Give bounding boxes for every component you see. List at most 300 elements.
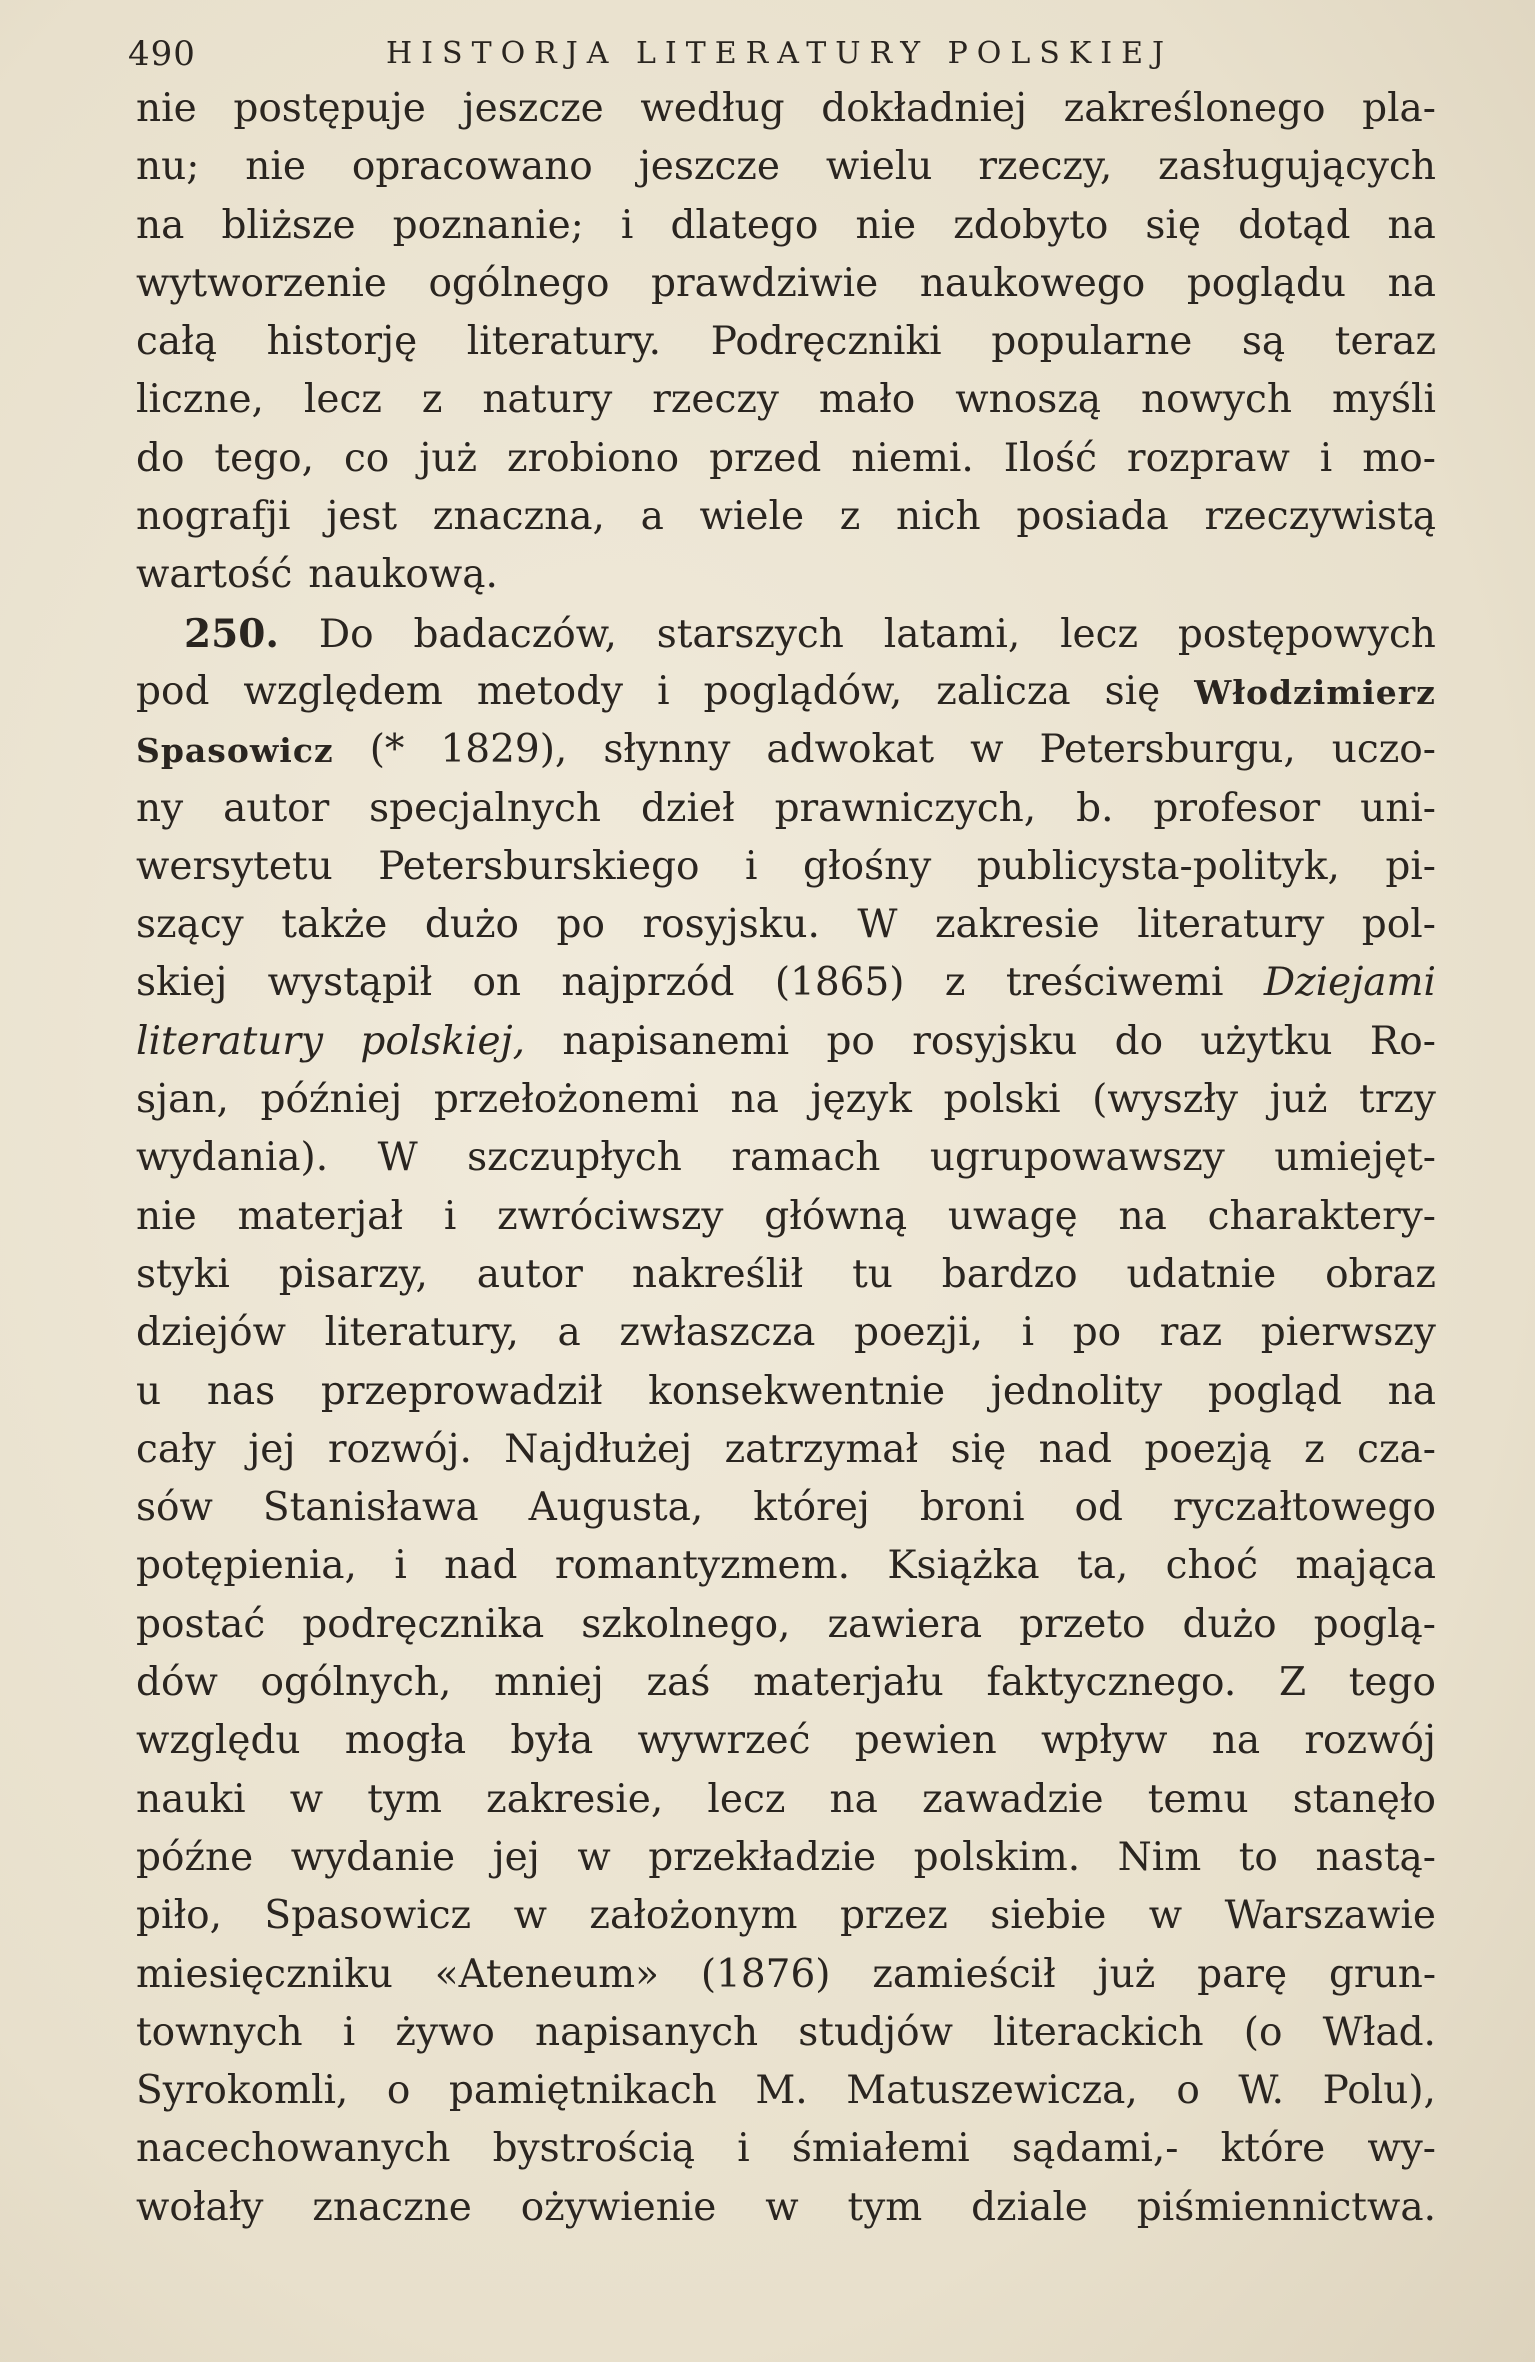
- word: autor: [476, 1251, 583, 1297]
- word: której: [753, 1485, 870, 1531]
- word: i: [342, 2009, 356, 2055]
- word: skiej: [136, 960, 228, 1006]
- word: ugrupowawszy: [929, 1135, 1225, 1181]
- text-line: [136, 1543, 1436, 1601]
- word: studjów: [798, 2009, 954, 2055]
- word: polski: [943, 1077, 1061, 1123]
- word: śmiałemi: [791, 2126, 970, 2172]
- word: się: [1104, 668, 1161, 714]
- word: cza-: [1357, 1426, 1436, 1472]
- word: zawadzie: [922, 1776, 1104, 1822]
- word: od: [1074, 1485, 1123, 1531]
- word: zrobiono: [506, 435, 680, 481]
- word: pisarzy,: [278, 1251, 428, 1297]
- word: konsekwentnie: [648, 1368, 946, 1414]
- word: Petersburgu,: [1039, 727, 1296, 773]
- word: pla-: [1362, 86, 1436, 131]
- word: co: [343, 435, 390, 481]
- word: nich: [896, 494, 981, 540]
- word: posiada: [1016, 494, 1169, 540]
- word: liczne,: [136, 377, 264, 423]
- text-line: [136, 1194, 1436, 1252]
- body-text: [136, 86, 1436, 2243]
- word: mniej: [494, 1660, 604, 1706]
- text-line: [136, 1077, 1436, 1135]
- word: i: [737, 2126, 750, 2172]
- word: przekładzie: [648, 1834, 877, 1880]
- word: Z: [1278, 1660, 1307, 1706]
- word: myśli: [1332, 377, 1436, 423]
- word: (o: [1243, 2009, 1283, 2055]
- text-line: [136, 1660, 1436, 1718]
- word: zwłaszcza: [619, 1310, 816, 1356]
- text-line: [136, 902, 1436, 960]
- word: już: [1269, 1077, 1328, 1123]
- text-line: [136, 2126, 1436, 2184]
- word: natury: [482, 377, 613, 423]
- word: ramach: [731, 1135, 881, 1181]
- word: prawniczych,: [774, 785, 1037, 831]
- word: o: [386, 2068, 411, 2114]
- word: literatury: [1137, 902, 1325, 948]
- text-line: [136, 1310, 1436, 1368]
- word: wydania).: [136, 1135, 329, 1181]
- word: raz: [1159, 1310, 1223, 1356]
- word: dów: [136, 1660, 218, 1706]
- word: sjan,: [136, 1077, 229, 1123]
- word: tego: [1348, 1660, 1436, 1706]
- word: nie: [136, 86, 197, 131]
- word: i: [1319, 435, 1333, 481]
- word: polskiej,: [360, 1018, 526, 1064]
- text-line: [136, 2185, 1436, 2243]
- word: Petersburskiego: [378, 843, 700, 889]
- word: późne: [136, 1834, 254, 1880]
- word: względu: [136, 1718, 301, 1764]
- text-line: [136, 319, 1436, 377]
- word: wytworzenie: [136, 260, 387, 306]
- word: dziale: [971, 2184, 1088, 2230]
- word: język: [810, 1077, 912, 1123]
- word: napisanemi: [562, 1018, 790, 1064]
- word: bardzo: [941, 1251, 1078, 1297]
- word: sądami,-: [1011, 2126, 1179, 2172]
- word: pol-: [1361, 902, 1436, 948]
- word: postępowych: [1177, 611, 1436, 657]
- word: a: [640, 494, 664, 540]
- word: założonym: [589, 1893, 798, 1939]
- word: literackich: [993, 2009, 1204, 2055]
- word: szkolnego,: [581, 1601, 791, 1647]
- word: w: [1148, 1893, 1183, 1939]
- word: przełożonemi: [433, 1077, 699, 1123]
- word: parę: [1197, 1951, 1288, 1997]
- word: względem: [243, 668, 443, 714]
- word: uczo-: [1331, 727, 1436, 773]
- word: treściwemi: [1005, 960, 1224, 1006]
- word: lecz: [303, 377, 382, 423]
- text-line: [136, 436, 1436, 494]
- word: opracowano: [351, 144, 593, 190]
- text-line: [136, 786, 1436, 844]
- word: uni-: [1360, 785, 1436, 831]
- text-line: [136, 1427, 1436, 1485]
- word: popularne: [991, 319, 1193, 365]
- word: pod: [136, 668, 210, 714]
- word: lecz: [707, 1776, 786, 1822]
- word: w: [513, 1893, 547, 1939]
- word: piśmiennictwa.: [1136, 2184, 1436, 2230]
- word: zwróciwszy: [497, 1193, 724, 1239]
- word: później: [260, 1077, 403, 1123]
- word: sów: [136, 1485, 213, 1531]
- text-line: [136, 960, 1436, 1018]
- word: wersytetu: [136, 843, 333, 889]
- word: z: [944, 960, 966, 1006]
- word: Polu),: [1322, 2068, 1436, 2114]
- word: ta,: [1077, 1543, 1129, 1589]
- word: przeprowadził: [320, 1368, 603, 1414]
- word: nacechowanych: [136, 2126, 451, 2172]
- word: Matuszewicza,: [846, 2068, 1138, 2114]
- word: które: [1220, 2126, 1326, 2172]
- word: bystrością: [492, 2126, 696, 2172]
- word: wielu: [825, 144, 933, 190]
- text-line: [136, 203, 1436, 261]
- word: miesięczniku: [136, 1951, 393, 1997]
- word: zdobyto: [953, 202, 1109, 248]
- word: stanęło: [1292, 1776, 1436, 1822]
- word: i: [1021, 1310, 1035, 1356]
- word: Włodzimierz: [1194, 672, 1436, 712]
- word: poezji,: [853, 1310, 984, 1356]
- word: tym: [847, 2184, 923, 2230]
- word: obraz: [1325, 1251, 1436, 1297]
- word: specjalnych: [369, 785, 602, 831]
- word: w: [765, 2184, 799, 2230]
- word: rosyjsku: [912, 1018, 1078, 1064]
- text-line: [136, 1777, 1436, 1835]
- word: zamieścił: [872, 1951, 1056, 1997]
- word: mająca: [1295, 1543, 1436, 1589]
- word: jest: [326, 494, 398, 540]
- word: «Ateneum»: [434, 1951, 659, 1997]
- word: (1876): [700, 1951, 831, 1997]
- word: adwokat: [766, 727, 935, 773]
- word: nu;: [136, 144, 200, 190]
- word: wiele: [699, 494, 805, 540]
- text-line: [136, 1602, 1436, 1660]
- word: Do: [318, 611, 374, 657]
- word: zawiera: [827, 1601, 983, 1647]
- word: Najdłużej: [504, 1426, 693, 1472]
- word: rozwój.: [327, 1426, 472, 1472]
- text-line: [136, 727, 1436, 785]
- word: się: [1145, 202, 1201, 248]
- word: na: [730, 1077, 779, 1123]
- word: w: [970, 727, 1004, 773]
- word: (wyszły: [1092, 1077, 1239, 1123]
- word: (1865): [774, 960, 905, 1006]
- word: Podręczniki: [710, 319, 942, 365]
- word: znaczne: [312, 2184, 472, 2230]
- word: na: [1211, 1718, 1261, 1764]
- word: jednolity: [990, 1368, 1163, 1414]
- word: naukowego: [919, 260, 1146, 306]
- word: naukową.: [308, 552, 498, 598]
- word: podręcznika: [302, 1601, 545, 1647]
- word: metody: [476, 668, 624, 714]
- word: całą: [136, 319, 217, 365]
- word: umiejęt-: [1274, 1135, 1436, 1181]
- word: po: [556, 902, 605, 948]
- word: i: [394, 1543, 407, 1589]
- word: zakresie: [935, 902, 1100, 948]
- word: rzeczy: [652, 377, 779, 423]
- word: potępienia,: [136, 1543, 357, 1589]
- page-number: 490: [128, 34, 196, 74]
- word: w: [289, 1776, 324, 1822]
- word: W.: [1238, 2068, 1285, 2114]
- word: głośny: [803, 843, 932, 889]
- word: zaś: [646, 1660, 711, 1706]
- word: charaktery-: [1207, 1193, 1436, 1239]
- word: jej: [248, 1426, 296, 1472]
- word: nie: [136, 1193, 197, 1239]
- word: materjału: [753, 1660, 944, 1706]
- word: teraz: [1334, 319, 1436, 365]
- word: zakreślonego: [1063, 86, 1326, 131]
- word: tego,: [214, 435, 315, 481]
- word: Dziejami: [1263, 960, 1436, 1006]
- word: dziejów: [136, 1310, 287, 1356]
- word: faktycznego.: [986, 1660, 1237, 1706]
- word: dlatego: [670, 202, 819, 248]
- text-line: [136, 86, 1436, 144]
- word: b.: [1076, 785, 1114, 831]
- word: M.: [755, 2068, 808, 2114]
- word: rzeczy,: [978, 144, 1113, 190]
- word: napisanych: [534, 2009, 759, 2055]
- text-line: [136, 1135, 1436, 1193]
- word: Ilość: [1003, 435, 1097, 481]
- word: przez: [839, 1893, 948, 1939]
- word: poznanie;: [392, 202, 584, 248]
- word: mogła: [344, 1718, 467, 1764]
- word: W: [377, 1135, 418, 1181]
- text-line: [136, 1718, 1436, 1776]
- word: się: [950, 1426, 1007, 1472]
- word: ożywienie: [520, 2184, 717, 2230]
- word: literatury: [136, 1018, 324, 1064]
- word: o: [1176, 2068, 1200, 2114]
- word: on: [472, 960, 522, 1006]
- word: poglądów,: [703, 668, 903, 714]
- word: do: [1114, 1018, 1164, 1064]
- word: nastą-: [1315, 1834, 1436, 1880]
- word: przed: [709, 435, 822, 481]
- word: mało: [818, 377, 916, 423]
- word: historję: [266, 319, 418, 365]
- text-line: [136, 261, 1436, 319]
- word: poezją: [1144, 1426, 1272, 1472]
- word: (*: [369, 727, 405, 773]
- running-head: [128, 26, 1428, 76]
- word: rozwój: [1304, 1718, 1436, 1764]
- word: nie: [855, 202, 917, 248]
- word: wywrzeć: [637, 1718, 811, 1764]
- word: temu: [1147, 1776, 1249, 1822]
- word: z: [1304, 1426, 1325, 1472]
- word: Spasowicz: [264, 1893, 472, 1939]
- word: szący: [136, 902, 244, 948]
- text-line: [136, 1835, 1436, 1893]
- word: dotąd: [1238, 202, 1351, 248]
- word: badaczów,: [413, 611, 617, 657]
- word: pi-: [1385, 843, 1436, 889]
- word: Książka: [887, 1543, 1040, 1589]
- word: Stanisława: [262, 1485, 479, 1531]
- word: ogólnych,: [260, 1660, 452, 1706]
- word: najprzód: [561, 960, 735, 1006]
- word: lecz: [1060, 611, 1139, 657]
- text-line: [136, 552, 1436, 610]
- word: przeto: [1019, 1601, 1146, 1647]
- word: nografji: [136, 494, 291, 540]
- word: na: [829, 1776, 878, 1822]
- word: i: [443, 1193, 457, 1239]
- word: wpływ: [1041, 1718, 1168, 1764]
- word: dokładniej: [821, 86, 1027, 131]
- word: zakresie,: [486, 1776, 664, 1822]
- word: Augusta,: [528, 1485, 704, 1531]
- word: po: [826, 1018, 875, 1064]
- word: już: [1097, 1951, 1156, 1997]
- word: styki: [136, 1251, 230, 1297]
- word: słynny: [603, 727, 731, 773]
- word: także: [281, 902, 388, 948]
- word: ogólnego: [428, 260, 610, 306]
- word: uwagę: [947, 1193, 1078, 1239]
- word: poglą-: [1313, 1601, 1436, 1647]
- word: tym: [367, 1776, 442, 1822]
- word: poglądu: [1186, 260, 1347, 306]
- word: pierwszy: [1260, 1310, 1436, 1356]
- word: zasługujących: [1158, 144, 1436, 190]
- word: piło,: [136, 1893, 222, 1939]
- word: mo-: [1362, 435, 1436, 481]
- word: z: [839, 494, 861, 540]
- word: według: [640, 86, 785, 131]
- word: wystąpił: [267, 960, 433, 1006]
- text-line: [136, 144, 1436, 202]
- word: 1829),: [440, 727, 568, 773]
- word: na: [1387, 260, 1436, 306]
- word: grun-: [1328, 1951, 1436, 1997]
- word: rzeczywistą: [1204, 494, 1436, 540]
- word: zalicza: [936, 668, 1071, 714]
- word: pogląd: [1207, 1368, 1342, 1414]
- word: romantyzmem.: [554, 1543, 850, 1589]
- word: materjał: [237, 1193, 404, 1239]
- word: po: [1072, 1310, 1122, 1356]
- word: rozpraw: [1126, 435, 1290, 481]
- word: na: [1118, 1193, 1167, 1239]
- word: udatnie: [1126, 1251, 1277, 1297]
- word: w: [577, 1834, 611, 1880]
- word: nowych: [1141, 377, 1293, 423]
- text-line: [136, 1952, 1436, 2010]
- word: choć: [1165, 1543, 1258, 1589]
- word: znaczna,: [432, 494, 605, 540]
- word: wołały: [136, 2184, 264, 2230]
- word: starszych: [656, 611, 844, 657]
- word: Wład.: [1322, 2009, 1436, 2055]
- text-line: [136, 377, 1436, 435]
- word: użytku: [1200, 1018, 1333, 1064]
- word: główną: [764, 1193, 908, 1239]
- word: trzy: [1359, 1077, 1436, 1123]
- word: rosyjsku.: [642, 902, 820, 948]
- text-line: [136, 611, 1436, 669]
- word: jeszcze: [638, 144, 780, 190]
- word: postać: [136, 1601, 266, 1647]
- word: to: [1238, 1834, 1278, 1880]
- word: polskim.: [913, 1834, 1081, 1880]
- text-line: [136, 1893, 1436, 1951]
- text-line: [136, 1369, 1436, 1427]
- word: profesor: [1153, 785, 1321, 831]
- word: nas: [206, 1368, 276, 1414]
- text-line: [136, 1485, 1436, 1543]
- text-line: [136, 494, 1436, 552]
- text-line: [136, 1252, 1436, 1310]
- word: Ro-: [1369, 1018, 1436, 1064]
- word: do: [136, 435, 185, 481]
- word: wydanie: [290, 1834, 456, 1880]
- word: autor: [223, 785, 330, 831]
- word: wartość: [136, 552, 293, 598]
- word: 250.: [184, 610, 279, 657]
- word: wnoszą: [955, 377, 1102, 423]
- word: pamiętnikach: [448, 2068, 717, 2114]
- word: a: [557, 1310, 581, 1356]
- text-line: [136, 1019, 1436, 1077]
- word: na: [1387, 202, 1436, 248]
- word: są: [1241, 319, 1286, 365]
- word: wy-: [1367, 2126, 1436, 2172]
- word: zatrzymał: [724, 1426, 919, 1472]
- word: na: [136, 202, 185, 248]
- running-title: HISTORJA LITERATURY POLSKIEJ: [386, 36, 1174, 71]
- word: dużo: [424, 902, 520, 948]
- word: jej: [492, 1834, 540, 1880]
- text-line: [136, 2010, 1436, 2068]
- word: dużo: [1182, 1601, 1277, 1647]
- word: Warszawie: [1224, 1893, 1436, 1939]
- word: literatury,: [324, 1310, 519, 1356]
- word: prawdziwie: [651, 260, 879, 306]
- text-line: [136, 2068, 1436, 2126]
- word: nad: [1038, 1426, 1112, 1472]
- word: siebie: [990, 1893, 1107, 1939]
- word: Nim: [1117, 1834, 1202, 1880]
- word: była: [510, 1718, 594, 1764]
- word: nie: [245, 144, 306, 190]
- word: cały: [136, 1426, 216, 1472]
- word: nauki: [136, 1776, 246, 1822]
- word: z: [421, 377, 443, 423]
